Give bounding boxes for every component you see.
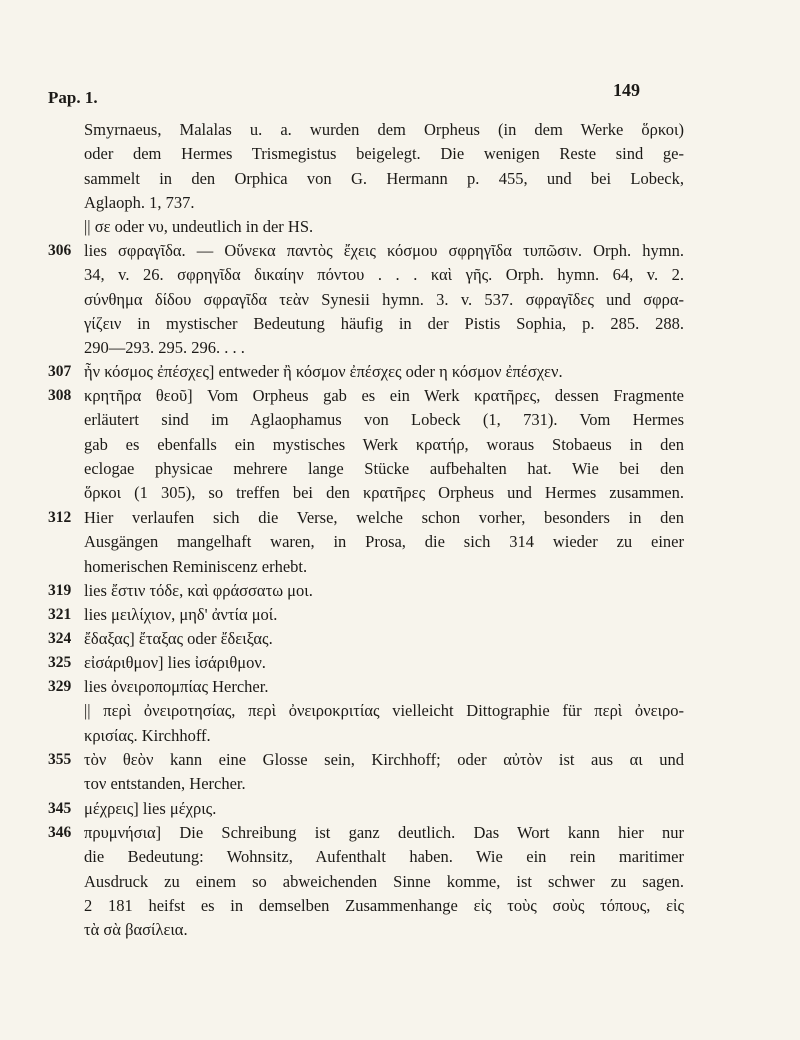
text-line: Aglaoph. 1, 737. (84, 192, 195, 212)
text-line: oder dem Hermes Trismegistus beigelegt. Die wenigen Reste sind ge- (84, 144, 684, 164)
text-line: 2 181 heifst es in demselben Zusammenhange εἰς τοὺς σοὺς τόπους, εἰς (84, 895, 684, 915)
text-line: || περὶ ὀνειροτησίας, περὶ ὀνειροκριτίας vielleicht Dittographie für περὶ ὀνειρο- (84, 701, 684, 721)
text-line: die Bedeutung: Wohnsitz, Aufenthalt haben. Wie ein rein maritimer (84, 847, 684, 867)
text-line: erläutert sind im Aglaophamus von Lobeck (1, 731). Vom Hermes (84, 410, 684, 430)
line-number: 346 (48, 824, 72, 841)
line-number: 306 (48, 242, 72, 259)
line-number: 329 (48, 678, 72, 695)
text-line: ὅρκοι (1 305), so treffen bei den κρατῆρες Orpheus und Hermes zusammen. (84, 483, 684, 503)
line-number: 319 (48, 582, 72, 599)
text-line: sammelt in den Orphica von G. Hermann p. 455, und bei Lobeck, (84, 168, 684, 188)
text-line: μέχρεις] lies μέχρις. (84, 799, 217, 818)
text-line: || σε oder νυ, undeutlich in der HS. (84, 217, 314, 237)
text-line: lies μειλίχιον, μηδ' ἀντία μοί. (84, 605, 278, 624)
text-line: lies σφραγῖδα. — Οὕνεκα παντὸς ἔχεις κόσμου σφρηγῖδα τυπῶσιν. Orph. hymn. (84, 241, 684, 260)
line-number: 325 (48, 654, 72, 671)
text-line: πρυμνήσια] Die Schreibung ist ganz deutlich. Das Wort kann hier nur (84, 823, 684, 842)
line-number: 312 (48, 509, 72, 526)
line-number: 324 (48, 630, 72, 647)
text-line: κρισίας. Kirchhoff. (84, 725, 211, 745)
text-line: lies ὀνειροπομπίας Hercher. (84, 677, 269, 696)
text-line: κρητῆρα θεοῦ] Vom Orpheus gab es ein Werk κρατῆρες, dessen Fragmente (84, 386, 684, 405)
text-line: lies ἔστιν τόδε, καὶ φράσσατω μοι. (84, 581, 313, 600)
running-head: Pap. 1. (48, 88, 98, 107)
text-line: 290—293. 295. 296. . . . (84, 338, 245, 358)
page-number: 149 (613, 80, 640, 100)
line-number: 321 (48, 606, 72, 623)
line-number: 307 (48, 363, 72, 380)
text-line: τὰ σὰ βασίλεια. (84, 920, 188, 940)
text-line: εἰσάριθμον] lies ἰσάριθμον. (84, 653, 266, 672)
line-number: 345 (48, 800, 72, 817)
text-line: τον entstanden, Hercher. (84, 774, 246, 794)
text-line: Ausdruck zu einem so abweichenden Sinne komme, ist schwer zu sagen. (84, 871, 684, 891)
text-line: Smyrnaeus, Malalas u. a. wurden dem Orpheus (in dem Werke ὅρκοι) (84, 120, 684, 139)
text-line: ἔδαξας] ἔταξας oder ἔδειξας. (84, 629, 273, 648)
text-line: Ausgängen mangelhaft waren, in Prosa, die sich 314 wieder zu einer (84, 532, 684, 552)
text-line: Hier verlaufen sich die Verse, welche schon vorher, besonders in den (84, 508, 684, 527)
text-line: homerischen Reminiscenz erhebt. (84, 556, 308, 576)
text-line: σύνθημα δίδου σφραγῖδα τεὰν Synesii hymn. 3. v. 537. σφραγῖδες und σφρα- (84, 289, 684, 309)
text-line: γίζειν in mystischer Bedeutung häufig in der Pistis Sophia, p. 285. 288. (84, 313, 684, 333)
text-line: τὸν θεὸν kann eine Glosse sein, Kirchhoff; oder αὐτὸν ist aus αι und (84, 750, 684, 769)
line-number: 308 (48, 387, 72, 404)
text-line: eclogae physicae mehrere lange Stücke aufbehalten hat. Wie bei den (84, 458, 684, 478)
line-number: 355 (48, 751, 72, 768)
text-line: ἦν κόσμος ἐπέσχες] entweder ἢ κόσμον ἐπέσχες oder η κόσμον ἐπέσχεν. (84, 362, 563, 381)
text-line: 34, v. 26. σφρηγῖδα δικαίην πόντου . . . καὶ γῆς. Orph. hymn. 64, v. 2. (84, 265, 684, 285)
text-line: gab es ebenfalls ein mystisches Werk κρατήρ, woraus Stobaeus in den (84, 434, 684, 454)
